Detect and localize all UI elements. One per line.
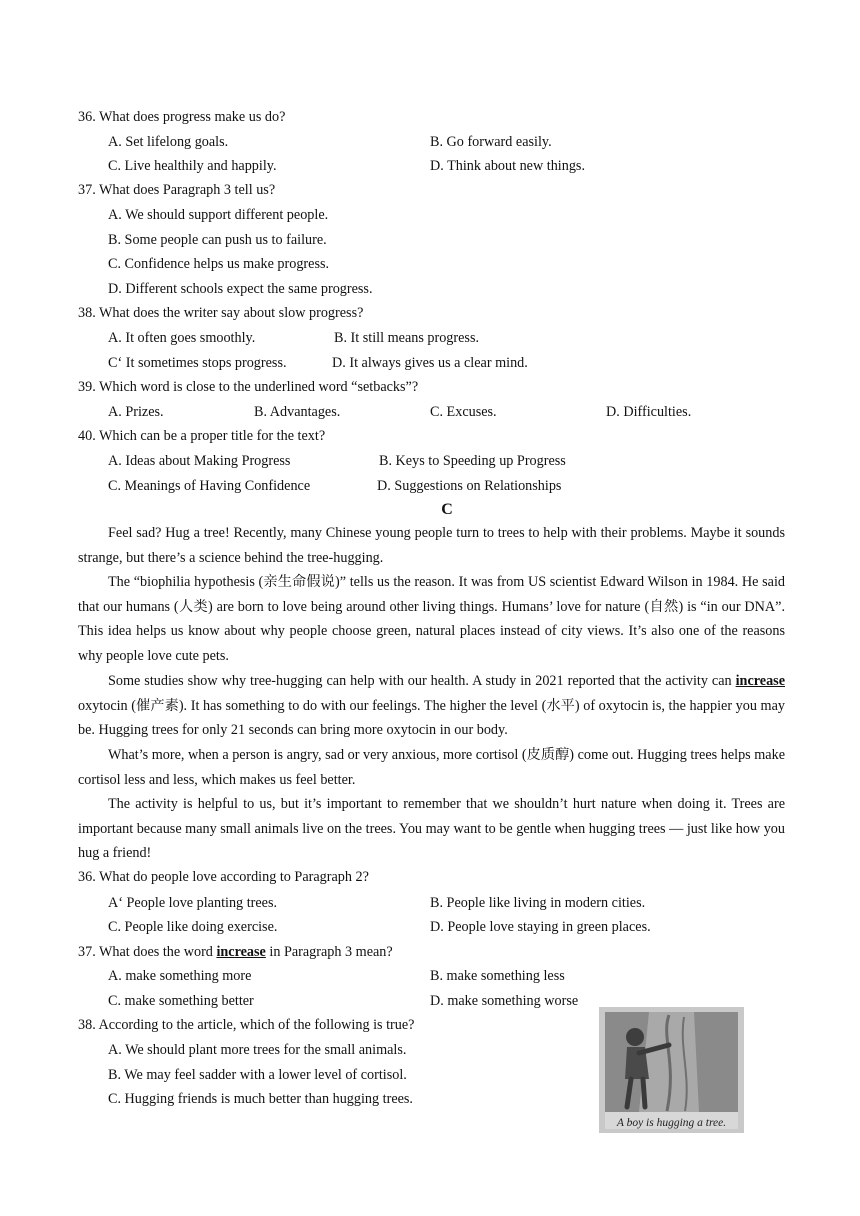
question-40-prev: 40. Which can be a proper title for the text? [78,428,326,444]
passage-paragraph-1: Feel sad? Hug a tree! Recently, many Chinese young people turn to trees to help with their problems. Maybe it sounds strange, but there’s a science behind the tree-hugging. [78,525,785,566]
option: A. Set lifelong goals. [108,134,229,150]
underlined-word: increase [735,673,785,689]
option: A. It often goes smoothly. [108,330,256,346]
question-36-prev: 36. What does progress make us do? [78,109,286,125]
option: D. make something worse [430,993,579,1009]
option: D. Think about new things. [430,158,586,174]
option: C. Confidence helps us make progress. [108,256,330,272]
option: C‘ It sometimes stops progress. [108,355,287,371]
option: A. We should plant more trees for the small animals. [108,1042,407,1058]
option: A. Ideas about Making Progress [108,453,291,469]
option: B. make something less [430,968,565,984]
option: A. make something more [108,968,252,984]
option: A. Prizes. [108,404,164,420]
photo-caption: A boy is hugging a tree. [616,1117,727,1129]
question-36: 36. What do people love according to Paragraph 2? [78,869,369,885]
option: B. Some people can push us to failure. [108,232,327,248]
option: C. Hugging friends is much better than hugging trees. [108,1091,413,1107]
underlined-word: increase [216,944,266,960]
option: B. Keys to Speeding up Progress [379,453,566,469]
option: C. Meanings of Having Confidence [108,478,311,494]
option: A‘ People love planting trees. [108,895,278,911]
passage-paragraph-4: What’s more, when a person is angry, sad or very anxious, more cortisol (皮质醇) come out. Hugging trees helps make cortisol less and less, which makes us feel better. [78,747,785,788]
question-38: 38. According to the article, which of the following is true? [78,1017,415,1033]
option: B. Go forward easily. [430,134,552,150]
question-38-prev: 38. What does the writer say about slow progress? [78,305,364,321]
question-39-prev: 39. Which word is close to the underlined word “setbacks”? [78,379,419,395]
option: B. People like living in modern cities. [430,895,646,911]
option: C. make something better [108,993,254,1009]
section-title: C [441,501,453,518]
question-37: 37. What does the word increase in Paragraph 3 mean? [78,944,393,960]
option: D. Difficulties. [606,404,692,420]
passage-paragraph-2: The “biophilia hypothesis (亲生命假说)” tells us the reason. It was from US scientist Edward Wilson in 1984. He said that our humans (人类) are born to love being around other living things. Humans’ love for nature (自然) is “in our DNA”. This idea helps us know about why people choose green, natural places instead of city views. It’s also one of the reasons why people love cute pets. [78,574,785,664]
passage-paragraph-3: Some studies show why tree-hugging can help with our health. A study in 2021 reported that the activity can increase oxytocin (催产素). It has something to do with our feelings. The higher the level (水平) of oxytocin is, the happier you may be. Hugging trees for only 21 seconds can bring more oxytocin in our body. [78,673,785,739]
option: C. People like doing exercise. [108,919,278,935]
boy-hugging-tree-photo [599,1007,744,1133]
option: C. Live healthily and happily. [108,158,277,174]
option: B. We may feel sadder with a lower level of cortisol. [108,1067,407,1083]
option: D. Suggestions on Relationships [377,478,562,494]
boy-hugging-tree-icon [599,1007,744,1133]
option: B. It still means progress. [334,330,480,346]
passage-paragraph-5: The activity is helpful to us, but it’s important to remember that we shouldn’t hurt nature when doing it. Trees are important because many small animals live on the trees. You may want to be gentle when hugging trees — just like how you hug a friend! [78,796,785,862]
option: A. We should support different people. [108,207,329,223]
option: D. People love staying in green places. [430,919,651,935]
option: D. It always gives us a clear mind. [332,355,528,371]
question-37-prev: 37. What does Paragraph 3 tell us? [78,182,276,198]
option: D. Different schools expect the same progress. [108,281,373,297]
option: C. Excuses. [430,404,497,420]
option: B. Advantages. [254,404,341,420]
